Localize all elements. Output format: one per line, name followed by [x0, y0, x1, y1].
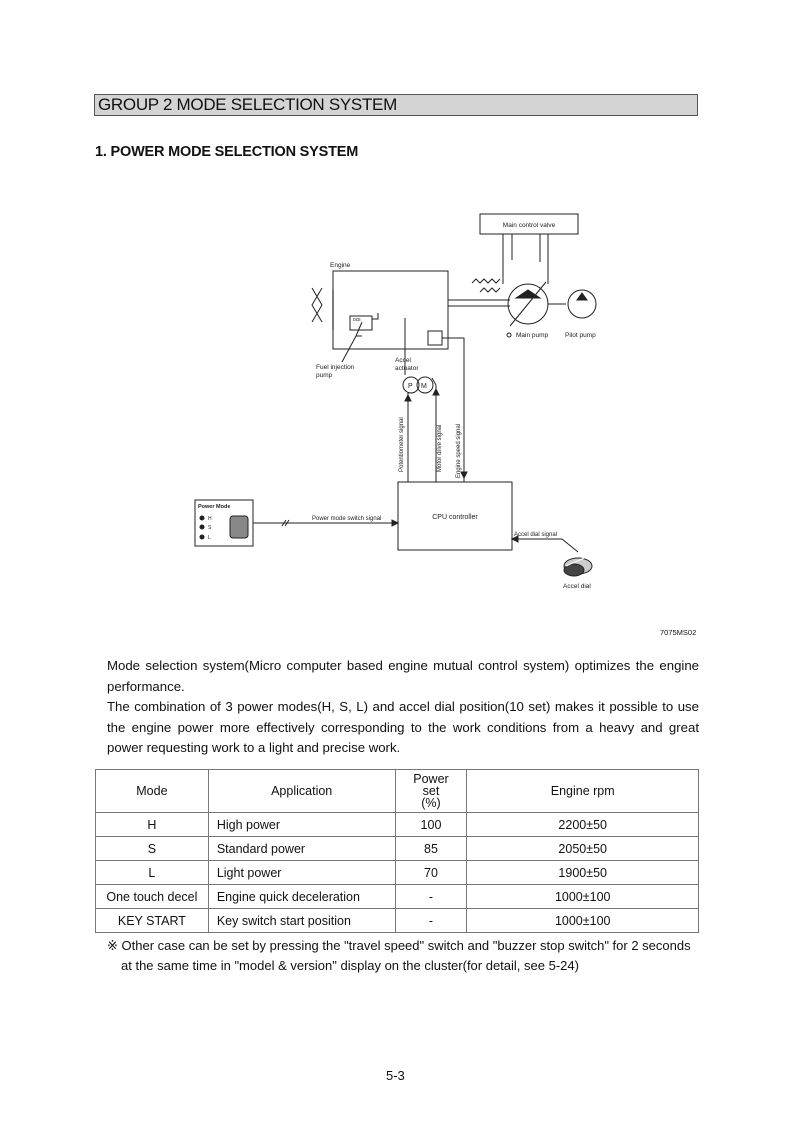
power-mode-switch-icon: [230, 516, 248, 538]
table-row: [96, 813, 699, 837]
col-header-mode: Mode: [96, 770, 209, 813]
col-header-engine-rpm: Engine rpm: [467, 770, 699, 813]
section-title: 1. POWER MODE SELECTION SYSTEM: [95, 144, 359, 160]
accel-dial-label: Accel dial: [563, 583, 591, 590]
svg-text:S: S: [208, 525, 212, 531]
cell-mode: L: [96, 861, 209, 885]
main-control-valve-label: Main control valve: [502, 222, 556, 229]
pilot-pump-label: Pilot pump: [565, 332, 596, 339]
cell-engine-rpm: 1000±100: [467, 909, 699, 933]
fan-icon: [312, 288, 322, 322]
svg-text:P: P: [408, 383, 413, 390]
figure-code: 7075MS02: [660, 628, 697, 637]
cell-engine-rpm: 2200±50: [467, 813, 699, 837]
cell-power-set: 100: [395, 813, 467, 837]
cell-engine-rpm: 2050±50: [467, 837, 699, 861]
table-row: [96, 837, 699, 861]
footnote: [107, 936, 707, 976]
footnote-line: at the same time in "model & version" display on the cluster(for detail, see 5-24): [121, 958, 579, 973]
cell-mode: One touch decel: [96, 885, 209, 909]
fuel-injection-pump-label: Fuel injection pump: [316, 364, 355, 379]
svg-text:M: M: [421, 383, 427, 390]
accel-dial-signal-label: Accel dial signal: [514, 532, 558, 538]
cpu-controller-label: CPU controller: [432, 514, 478, 521]
power-mode-table: [95, 769, 699, 933]
paragraph: The combination of 3 power modes(H, S, L) and accel dial position(10 set) makes it possible to use the engine power more effectively corresponding to the work conditions from a heavy and great power requesting work to a light and precise work.: [107, 699, 699, 755]
svg-text:H: H: [208, 516, 212, 522]
table-row: [96, 909, 699, 933]
table-row: [96, 861, 699, 885]
page-number: 5-3: [386, 1068, 405, 1083]
cell-power-set: 70: [395, 861, 467, 885]
cell-application: Key switch start position: [208, 909, 395, 933]
group-title: GROUP 2 MODE SELECTION SYSTEM: [94, 94, 698, 116]
svg-text:ᴅᴄᴇ: ᴅᴄᴇ: [353, 317, 361, 323]
potentiometer-signal-label: Potentiometer signal: [399, 417, 405, 472]
engine-label: Engine: [330, 262, 351, 269]
cell-application: Engine quick deceleration: [208, 885, 395, 909]
cell-mode: H: [96, 813, 209, 837]
power-mode-panel-title: Power Mode: [198, 504, 231, 510]
power-mode-switch-signal-label: Power mode switch signal: [312, 516, 382, 522]
svg-text:L: L: [208, 535, 211, 541]
cell-application: Standard power: [208, 837, 395, 861]
cell-application: Light power: [208, 861, 395, 885]
col-header-power-set: Power set (%): [395, 770, 467, 813]
accel-actuator-label: Accel actuator: [395, 357, 419, 372]
description: [107, 656, 699, 759]
table-row: [96, 885, 699, 909]
paragraph: Mode selection system(Micro computer based engine mutual control system) optimizes the engine performance.: [107, 658, 699, 694]
engine-block: [333, 271, 448, 349]
col-header-application: Application: [208, 770, 395, 813]
cell-power-set: 85: [395, 837, 467, 861]
table-header-row: [96, 770, 699, 813]
footnote-line: ※ Other case can be set by pressing the "travel speed" switch and "buzzer stop switch" for 2 seconds: [107, 938, 691, 953]
cell-engine-rpm: 1900±50: [467, 861, 699, 885]
cell-engine-rpm: 1000±100: [467, 885, 699, 909]
main-pump-label: Main pump: [516, 332, 549, 339]
accel-dial-icon: [564, 558, 592, 576]
cell-mode: KEY START: [96, 909, 209, 933]
engine-speed-signal-label: Engine speed signal: [456, 423, 462, 478]
cell-application: High power: [208, 813, 395, 837]
motor-drive-signal-label: Motor drive signal: [437, 424, 443, 472]
cell-power-set: -: [395, 909, 467, 933]
cell-mode: S: [96, 837, 209, 861]
cell-power-set: -: [395, 885, 467, 909]
